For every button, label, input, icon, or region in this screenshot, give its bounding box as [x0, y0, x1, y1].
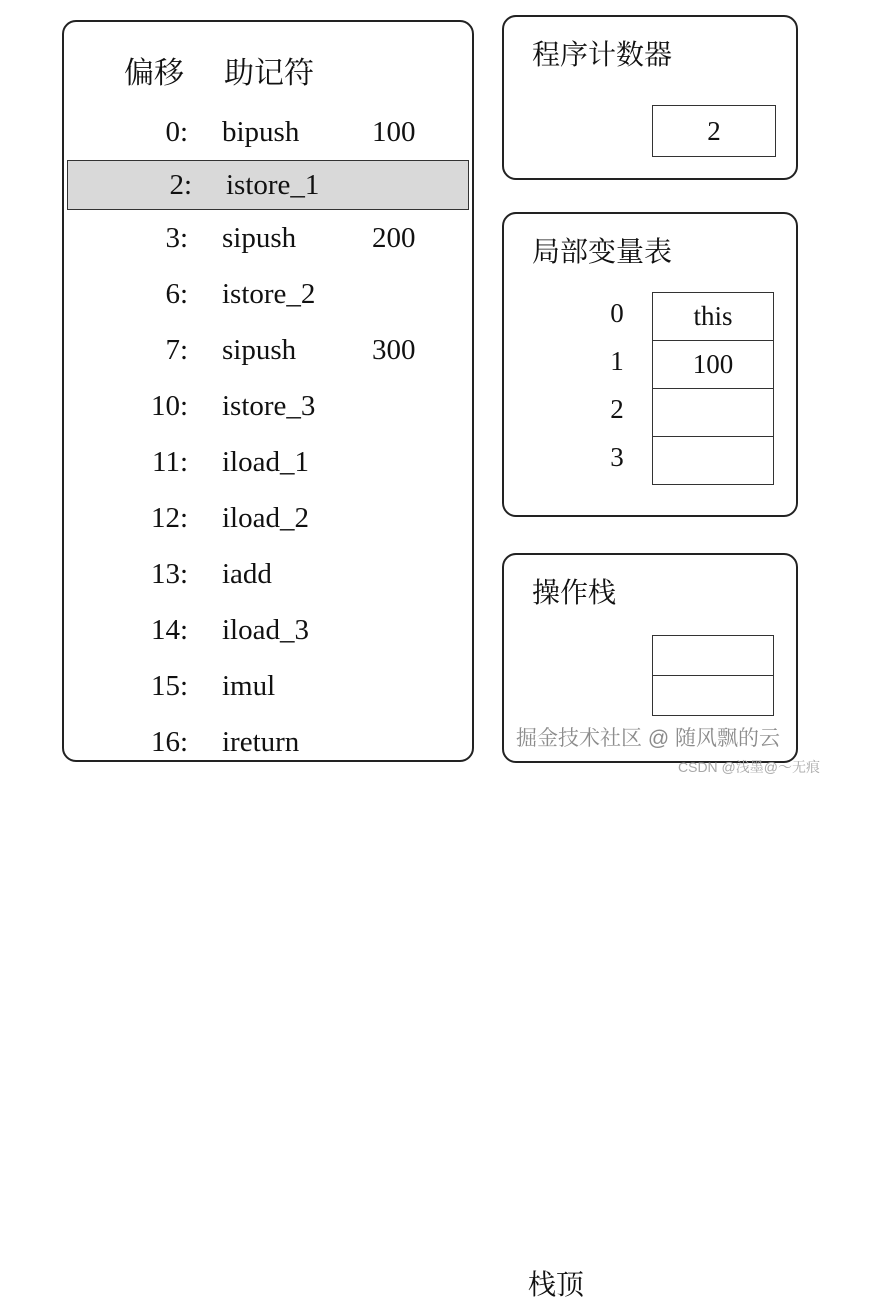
instruction-arg: 300 — [372, 333, 416, 366]
instruction-offset: 2: — [169, 168, 192, 201]
instruction-op: imul — [222, 669, 276, 702]
local-slot-index-1: 1 — [610, 346, 624, 376]
table-row[interactable] — [64, 210, 472, 266]
local-slot-value-0: this — [653, 293, 773, 341]
instruction-offset: 10: — [150, 389, 188, 422]
instruction-offset: 16: — [150, 725, 188, 758]
table-row[interactable] — [64, 378, 472, 434]
table-row[interactable] — [64, 602, 472, 658]
instruction-op: iload_2 — [222, 501, 309, 534]
instruction-op: istore_3 — [222, 389, 316, 422]
operand-stack-bottom-label: 栈顶 — [528, 1270, 585, 1301]
table-row[interactable] — [64, 104, 472, 160]
instruction-op: istore_2 — [222, 277, 316, 310]
local-slot-value-1: 100 — [653, 341, 773, 389]
local-variable-table-panel — [502, 212, 798, 517]
operand-stack-slot-1 — [653, 676, 773, 716]
table-row[interactable] — [64, 434, 472, 490]
operand-stack-slot-0 — [653, 636, 773, 676]
instruction-op: sipush — [222, 221, 297, 254]
instruction-op: bipush — [222, 115, 300, 148]
bytecode-instruction-list — [64, 104, 472, 770]
instruction-offset: 6: — [165, 277, 188, 310]
instruction-offset: 15: — [150, 669, 188, 702]
program-counter-panel — [502, 15, 798, 180]
local-slot-value-3 — [653, 437, 773, 485]
instruction-arg: 100 — [372, 115, 416, 148]
table-row[interactable] — [64, 490, 472, 546]
local-slot-index-0: 0 — [610, 298, 624, 328]
instruction-offset: 7: — [165, 333, 188, 366]
instruction-offset: 3: — [165, 221, 188, 254]
bytecode-header-row — [64, 22, 472, 96]
table-row-current[interactable] — [67, 160, 469, 210]
column-header-offset: 偏移 — [124, 57, 184, 90]
instruction-offset: 13: — [150, 557, 188, 590]
instruction-offset: 14: — [150, 613, 188, 646]
local-slot-value-2 — [653, 389, 773, 437]
operand-stack-slots — [652, 635, 774, 716]
instruction-op: iload_3 — [222, 613, 309, 646]
instruction-arg: 200 — [372, 221, 416, 254]
table-row[interactable] — [64, 322, 472, 378]
instruction-op: sipush — [222, 333, 297, 366]
instruction-offset: 0: — [165, 115, 188, 148]
column-header-mnemonic: 助记符 — [224, 57, 314, 90]
instruction-offset: 12: — [150, 501, 188, 534]
instruction-op: istore_1 — [226, 168, 320, 201]
table-row[interactable] — [64, 658, 472, 714]
table-row[interactable] — [64, 546, 472, 602]
instruction-offset: 11: — [152, 445, 188, 478]
local-variable-slots — [652, 292, 774, 485]
watermark-primary: 掘金技术社区 @ 随风飘的云 — [516, 727, 780, 750]
bytecode-panel — [62, 20, 474, 762]
program-counter-value: 2 — [652, 105, 776, 157]
table-row[interactable] — [64, 714, 472, 770]
local-slot-index-2: 2 — [610, 394, 624, 424]
instruction-op: ireturn — [222, 725, 300, 758]
operand-stack-title: 操作栈 — [532, 578, 617, 609]
program-counter-title: 程序计数器 — [532, 40, 673, 71]
table-row[interactable] — [64, 266, 472, 322]
instruction-op: iadd — [222, 557, 272, 590]
local-slot-index-3: 3 — [610, 442, 624, 472]
local-variable-table-title: 局部变量表 — [532, 237, 673, 268]
instruction-op: iload_1 — [222, 445, 309, 478]
watermark-secondary: CSDN @浅墨@～无痕 — [678, 759, 820, 775]
